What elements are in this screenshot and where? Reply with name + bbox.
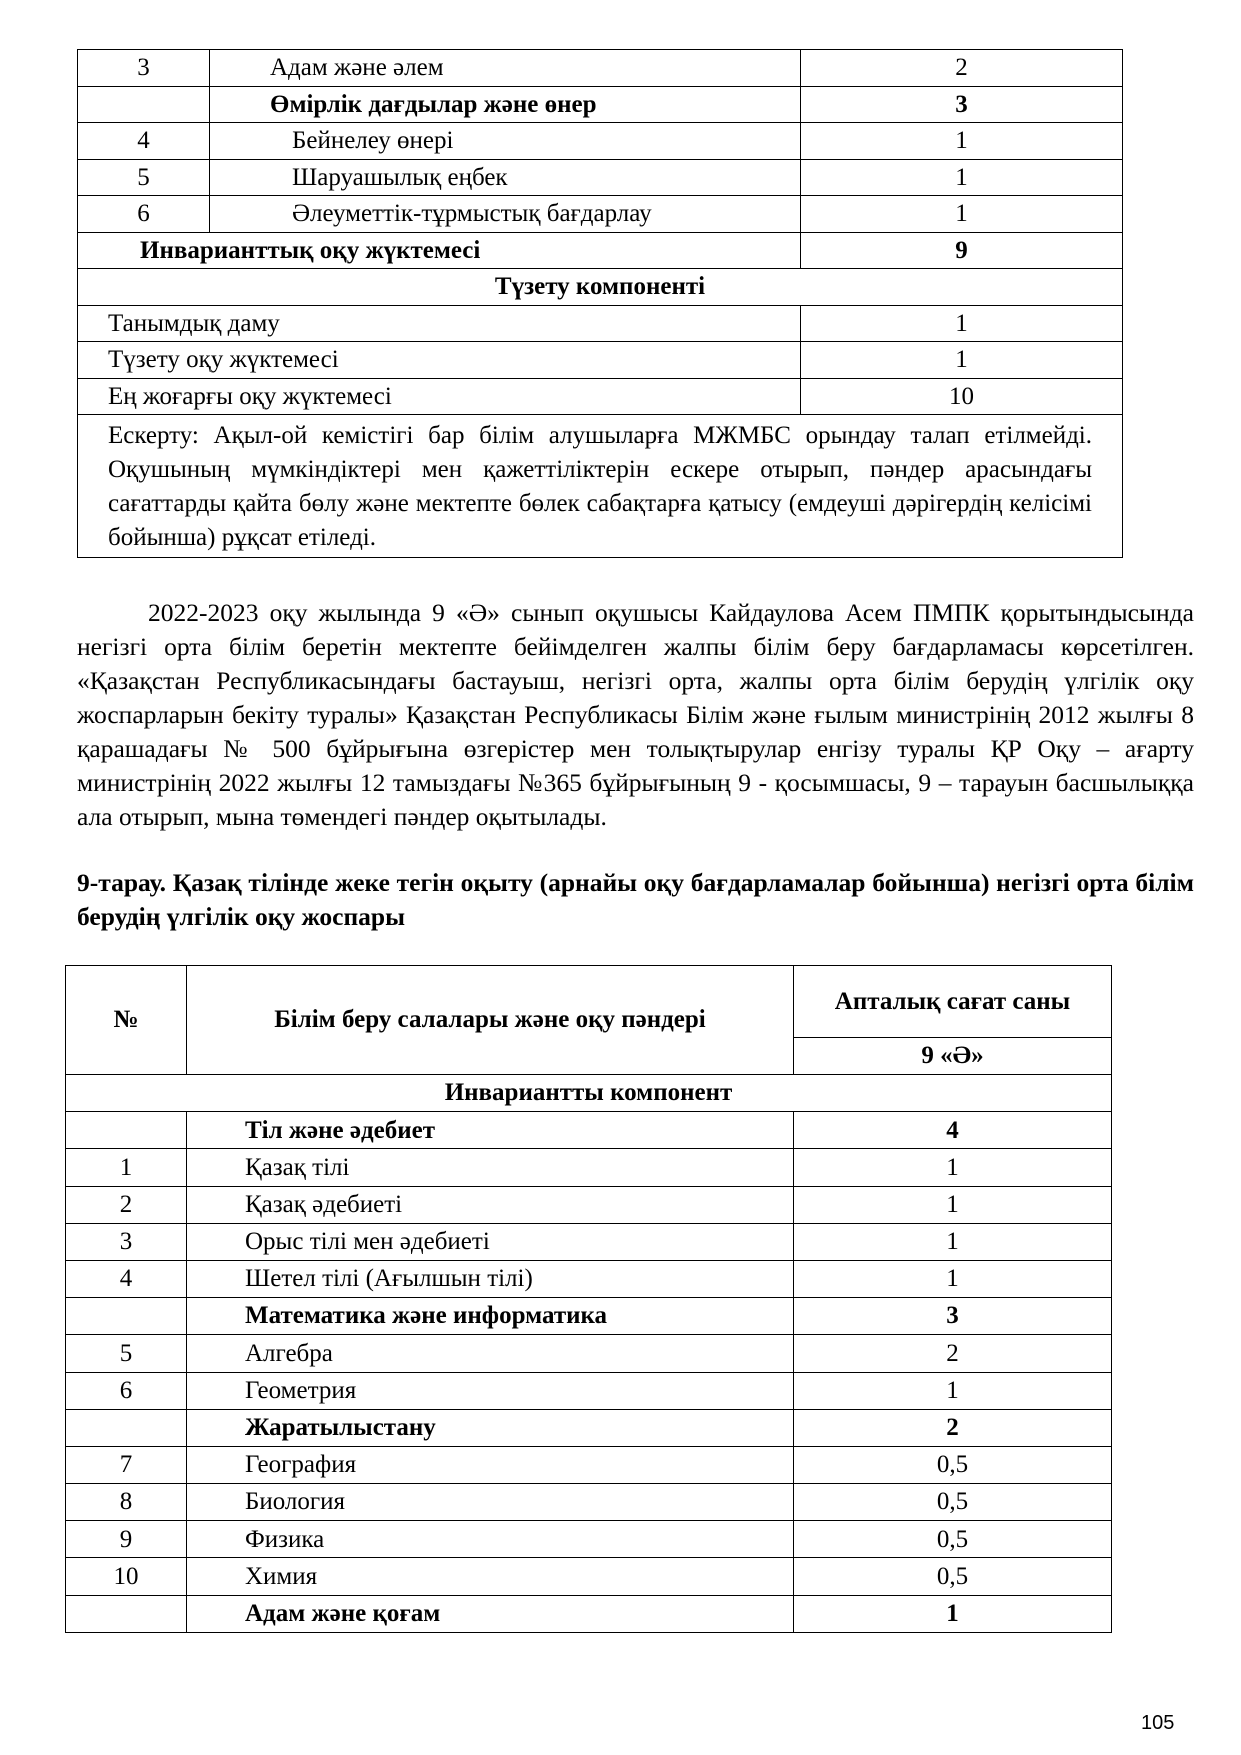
correction-label: Танымдық даму	[78, 305, 801, 342]
weekly-hours: 0,5	[794, 1558, 1112, 1595]
weekly-hours: 1	[794, 1595, 1112, 1632]
weekly-hours-column-header: Апталық сағат саны	[794, 966, 1112, 1038]
subjects-column-header: Білім беру салалары және оқу пәндері	[187, 966, 794, 1075]
correction-header-row	[78, 269, 1123, 306]
subject-name: Орыс тілі мен әдебиеті	[187, 1223, 794, 1260]
row-number: 2	[66, 1186, 187, 1223]
table-row	[78, 86, 1123, 123]
row-number: 6	[78, 196, 210, 233]
correction-component-header: Түзету компоненті	[78, 269, 1123, 306]
subject-area-name: Математика және информатика	[187, 1298, 794, 1335]
table-row	[78, 378, 1123, 415]
table-row	[66, 1335, 1112, 1372]
correction-label: Ең жоғарғы оқу жүктемесі	[78, 378, 801, 415]
section-title: 9-тарау. Қазақ тілінде жеке тегін оқыту (арнайы оқу бағдарламалар бойынша) негізгі орта білім берудің үлгілік оқу жоспары	[77, 868, 1194, 931]
weekly-hours: 3	[801, 86, 1123, 123]
subject-name: Алгебра	[187, 1335, 794, 1372]
weekly-hours: 4	[794, 1112, 1112, 1149]
table-row	[66, 1521, 1112, 1558]
row-number: 1	[66, 1149, 187, 1186]
table-row	[66, 1186, 1112, 1223]
weekly-hours: 1	[801, 123, 1123, 160]
weekly-hours: 2	[794, 1335, 1112, 1372]
weekly-hours: 3	[794, 1298, 1112, 1335]
row-number	[66, 1595, 187, 1632]
table-row	[66, 1484, 1112, 1521]
weekly-hours: 1	[794, 1372, 1112, 1409]
subject-name: Қазақ тілі	[187, 1149, 794, 1186]
table-row	[66, 1558, 1112, 1595]
weekly-hours: 0,5	[794, 1446, 1112, 1483]
subject-name: Геометрия	[187, 1372, 794, 1409]
weekly-hours: 1	[794, 1149, 1112, 1186]
table-row	[66, 1446, 1112, 1483]
row-number: 7	[66, 1446, 187, 1483]
row-number: 10	[66, 1558, 187, 1595]
row-number: 3	[66, 1223, 187, 1260]
curriculum-table-continued	[77, 49, 1123, 558]
curriculum-table	[65, 965, 1112, 1633]
body-paragraph: 2022-2023 оқу жылында 9 «Ә» сынып оқушысы Кайдаулова Асем ПМПК қорытындысында негізгі орта білім беретін мектепте бейімделген жалпы білім беру бағдарламасы көрсетілген. «Қазақстан Республикасындағы бастауыш, негізгі орта, жалпы орта білім берудің үлгілік оқу жоспарларын бекіту туралы» Қазақстан Республикасы Білім және ғылым министрінің 2012 жылғы 8 қарашадағы № 500 бұйрығына өзгерістер мен толықтырулар енгізу туралы ҚР Оқу – ағарту министрінің 2022 жылғы 12 тамыздағы №365 бұйрығының 9 - қосымшасы, 9 – тарауын басшылыққа ала отырып, мына төмендегі пәндер оқытылады.	[77, 598, 1194, 831]
subject-area-name: Өмірлік дағдылар және өнер	[210, 86, 801, 123]
weekly-hours: 1	[801, 305, 1123, 342]
row-number: 5	[78, 159, 210, 196]
weekly-hours: 0,5	[794, 1521, 1112, 1558]
subject-name: География	[187, 1446, 794, 1483]
weekly-hours: 10	[801, 378, 1123, 415]
subject-name: Әлеуметтік-тұрмыстық бағдарлау	[210, 196, 801, 233]
invariant-total-hours: 9	[801, 232, 1123, 269]
table-row	[66, 1595, 1112, 1632]
table-row	[66, 1223, 1112, 1260]
row-number: 4	[66, 1260, 187, 1297]
note-row	[78, 415, 1123, 558]
row-number: 3	[78, 50, 210, 87]
table-row	[78, 123, 1123, 160]
weekly-hours: 1	[801, 342, 1123, 379]
invariant-total-label: Инварианттық оқу жүктемесі	[78, 232, 801, 269]
subject-name: Шетел тілі (Ағылшын тілі)	[187, 1260, 794, 1297]
invariant-total-row	[78, 232, 1123, 269]
subject-area-name: Адам және қоғам	[187, 1595, 794, 1632]
weekly-hours: 1	[794, 1260, 1112, 1297]
table-row	[78, 342, 1123, 379]
weekly-hours: 0,5	[794, 1484, 1112, 1521]
number-column-header: №	[66, 966, 187, 1075]
table-row	[78, 50, 1123, 87]
class-column-header: 9 «Ә»	[794, 1038, 1112, 1075]
row-number	[78, 86, 210, 123]
subject-name: Шаруашылық еңбек	[210, 159, 801, 196]
subject-name: Биология	[187, 1484, 794, 1521]
weekly-hours: 2	[794, 1409, 1112, 1446]
component-header-row	[66, 1075, 1112, 1112]
row-number: 9	[66, 1521, 187, 1558]
weekly-hours: 2	[801, 50, 1123, 87]
weekly-hours: 1	[801, 159, 1123, 196]
table-row	[66, 1260, 1112, 1297]
row-number: 4	[78, 123, 210, 160]
subject-name: Бейнелеу өнері	[210, 123, 801, 160]
invariant-component-header: Инвариантты компонент	[66, 1075, 1112, 1112]
table-row	[78, 159, 1123, 196]
row-number: 8	[66, 1484, 187, 1521]
row-number	[66, 1409, 187, 1446]
row-number	[66, 1112, 187, 1149]
subject-name: Қазақ әдебиеті	[187, 1186, 794, 1223]
subject-name: Физика	[187, 1521, 794, 1558]
table-row	[66, 1149, 1112, 1186]
subject-name: Химия	[187, 1558, 794, 1595]
subject-name: Адам және әлем	[210, 50, 801, 87]
subject-area-name: Жаратылыстану	[187, 1409, 794, 1446]
weekly-hours: 1	[794, 1186, 1112, 1223]
table-row	[78, 305, 1123, 342]
correction-label: Түзету оқу жүктемесі	[78, 342, 801, 379]
table-row	[66, 1409, 1112, 1446]
row-number	[66, 1298, 187, 1335]
weekly-hours: 1	[794, 1223, 1112, 1260]
table-row	[66, 1112, 1112, 1149]
row-number: 5	[66, 1335, 187, 1372]
subject-area-name: Тіл және әдебиет	[187, 1112, 794, 1149]
table-row	[66, 1372, 1112, 1409]
table-row	[66, 1298, 1112, 1335]
table-header-row	[66, 966, 1112, 1038]
table-note: Ескерту: Ақыл-ой кемістігі бар білім алушыларға МЖМБС орындау талап етілмейді. Оқушының мүмкіндіктері мен қажеттіліктерін ескере отырып, пәндер арасындағы сағаттарды қайта бөлу және мектепте бөлек сабақтарға қатысу (емдеуші дәрігердің келісімі бойынша) рұқсат етіледі.	[78, 415, 1123, 558]
page-number: 105	[1141, 1712, 1175, 1734]
weekly-hours: 1	[801, 196, 1123, 233]
row-number: 6	[66, 1372, 187, 1409]
table-row	[78, 196, 1123, 233]
